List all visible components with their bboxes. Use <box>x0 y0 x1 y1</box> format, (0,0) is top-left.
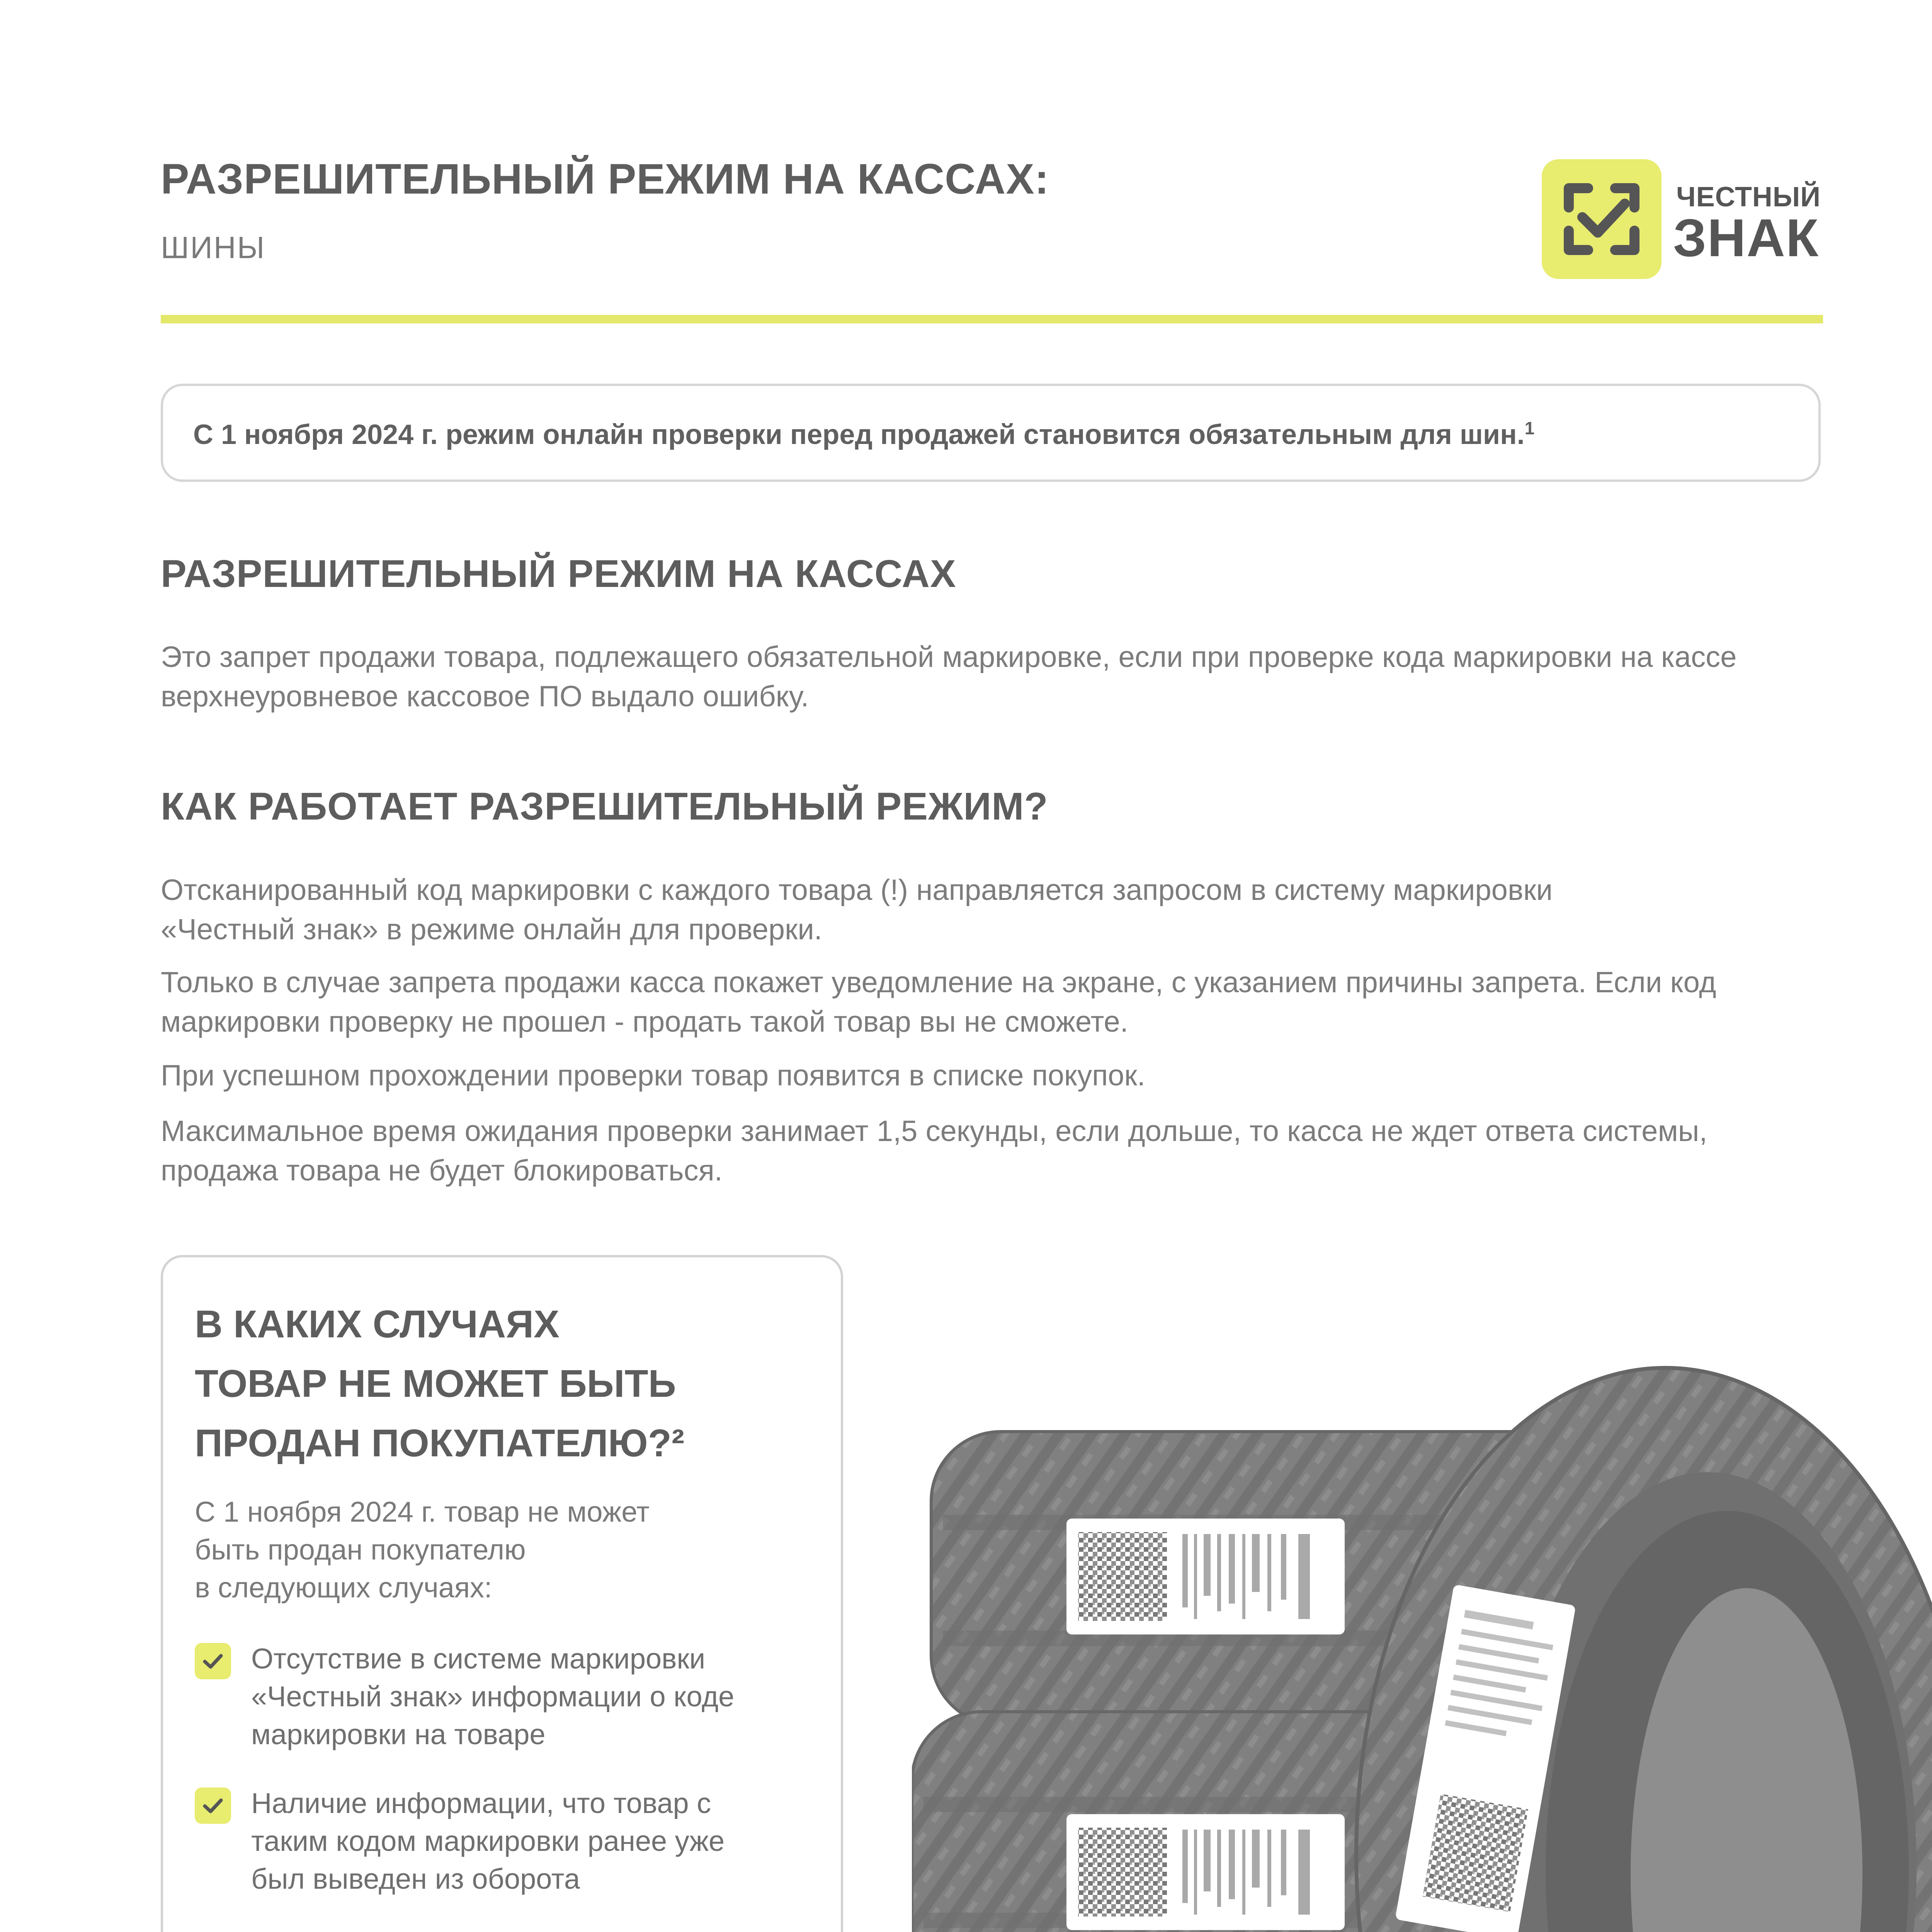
paragraph: Только в случае запрета продажи касса покажет уведомление на экране, с указанием причины запрета. Если код маркировки проверку не прошел - продать такой товар вы не сможете. <box>161 966 1716 1038</box>
paragraph: Максимальное время ожидания проверки занимает 1,5 секунды, если дольше, то касса не ждет ответа системы, продажа товара не будет блокироваться. <box>161 1115 1708 1187</box>
notice-text: С 1 ноября 2024 г. режим онлайн проверки перед продажей становится обязательным для шин.$^1$ <box>193 418 1535 450</box>
section-heading-permissive-mode: РАЗРЕШИТЕЛЬНЫЙ РЕЖИМ НА КАССАХ <box>161 552 956 595</box>
paragraph: Отсканированный код маркировки с каждого товара (!) направляется запросом в систему маркировки «Честный знак» в режиме онлайн для проверки. <box>161 874 1553 946</box>
card-title: В КАКИХ СЛУЧАЯХ ТОВАР НЕ МОЖЕТ БЫТЬ ПРОДАН ПОКУПАТЕЛЮ?² <box>195 1303 685 1465</box>
footnote-ref: 1 <box>1524 418 1535 438</box>
logo-text-bottom: ЗНАК <box>1673 208 1819 268</box>
list-item: Наличие информации, что товар с таким кодом маркировки ранее уже был выведен из оборота <box>195 1784 821 1898</box>
logo-check-icon <box>1542 159 1662 279</box>
list-item: Отсутствие в системе маркировки «Честный знак» информации о коде маркировки на товаре <box>195 1640 821 1753</box>
paragraph: При успешном прохождении проверки товар появится в списке покупок. <box>161 1059 1145 1092</box>
list-item <box>195 1929 821 1932</box>
tires-illustration <box>912 1352 1932 1932</box>
sale-ban-cases-card <box>161 1255 843 1932</box>
page-subtitle: ШИНЫ <box>161 230 266 265</box>
checklist <box>195 1640 821 1932</box>
checkmark-icon <box>195 1643 231 1679</box>
section1-text: Это запрет продажи товара, подлежащего обязательной маркировке, если при проверке кода маркировки на кассе верхнеуровневое кассовое ПО выдало ошибку. <box>161 641 1737 713</box>
header-divider <box>161 315 1823 323</box>
card-intro: С 1 ноября 2024 г. товар не может быть продан покупателю в следующих случаях: <box>195 1496 650 1604</box>
chestny-znak-logo <box>1542 159 1828 279</box>
notice-box <box>161 384 1821 482</box>
logo-text-top: ЧЕСТНЫЙ <box>1676 182 1821 213</box>
checkmark-icon <box>195 1787 231 1824</box>
page-title: РАЗРЕШИТЕЛЬНЫЙ РЕЖИМ НА КАССАХ: <box>161 155 1049 203</box>
section-heading-how-it-works: КАК РАБОТАЕТ РАЗРЕШИТЕЛЬНЫЙ РЕЖИМ? <box>161 785 1048 828</box>
